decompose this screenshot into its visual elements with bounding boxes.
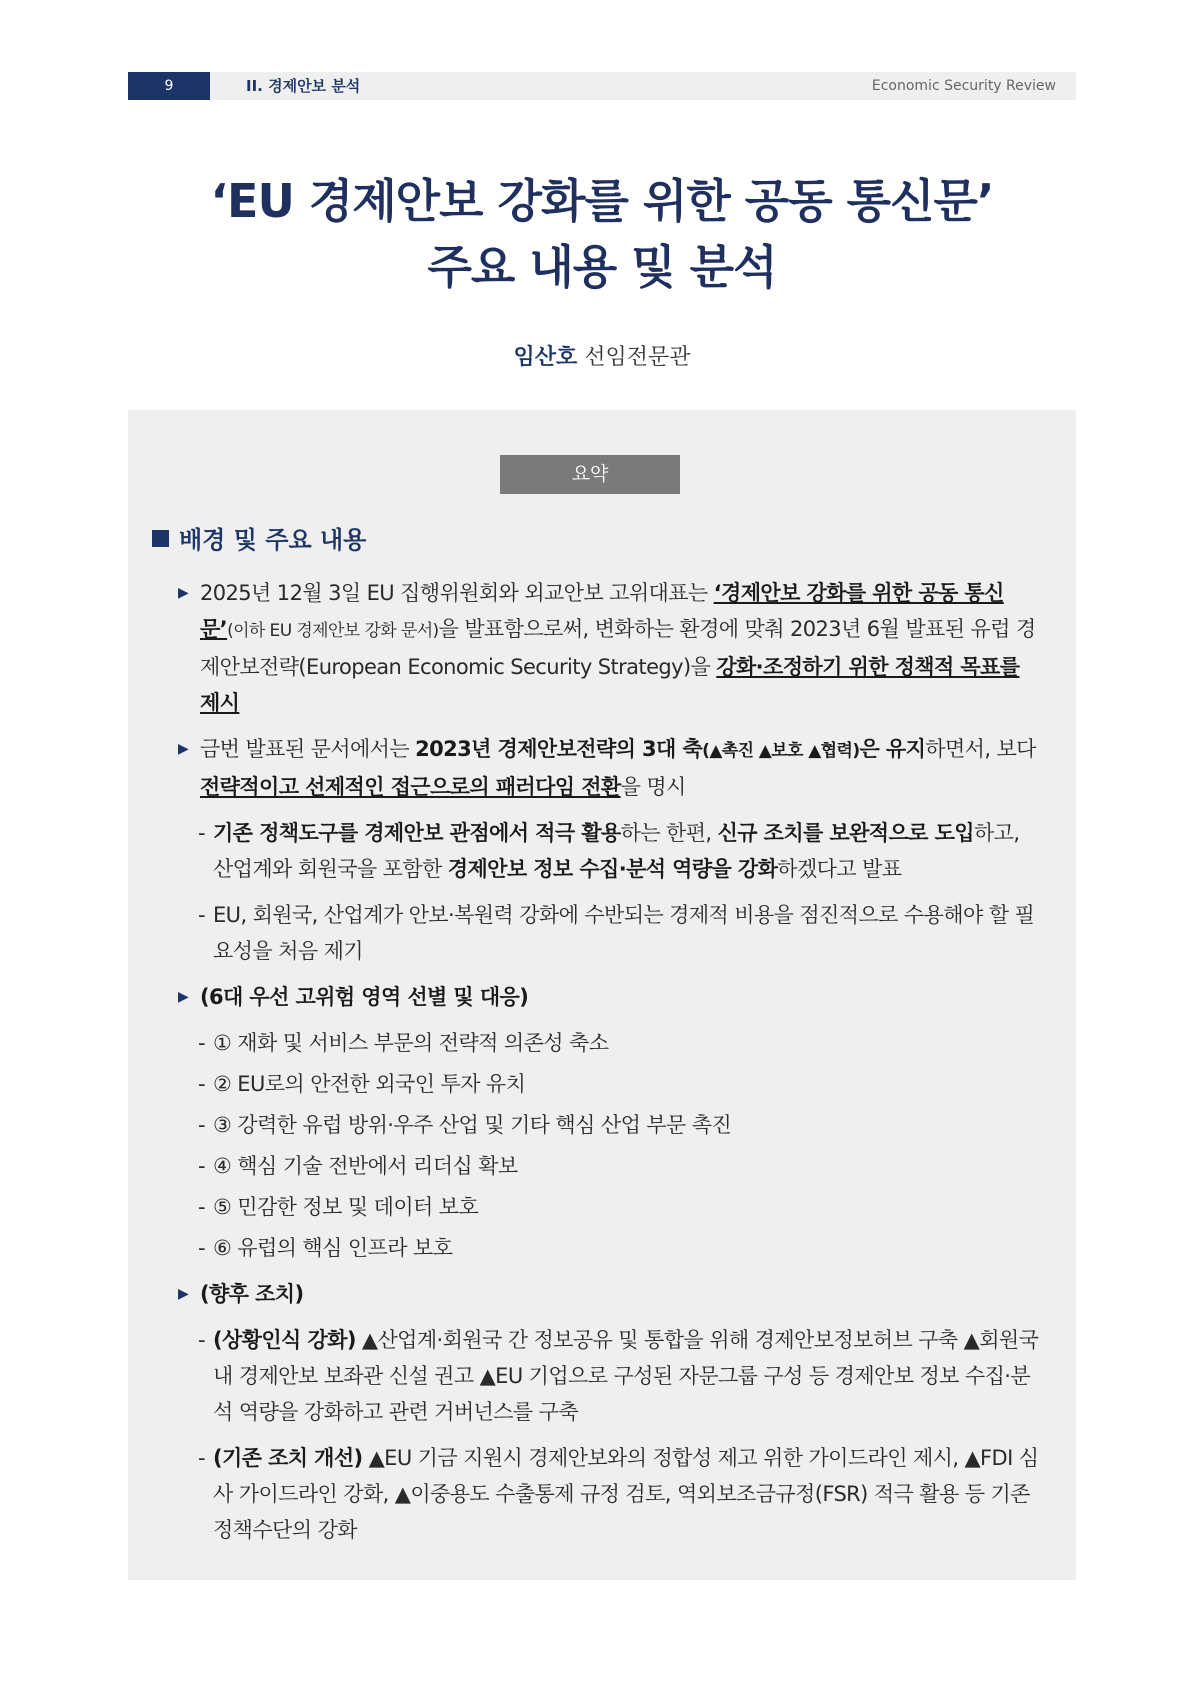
section-heading: 배경 및 주요 내용 xyxy=(152,520,366,555)
summary-content xyxy=(178,575,1043,1558)
section-name: II. 경제안보 분석 xyxy=(246,77,361,95)
title-line-1: ‘EU 경제안보 강화를 위한 공동 통신문’ xyxy=(210,174,994,228)
summary-label: 요약 xyxy=(500,455,680,494)
square-bullet-icon xyxy=(152,530,169,547)
risk-area-item: - ③ 강력한 유럽 방위·우주 산업 및 기타 핵심 산업 부문 촉진 xyxy=(198,1113,732,1137)
risk-area-item: - ④ 핵심 기술 전반에서 리더십 확보 xyxy=(198,1154,518,1178)
author-line xyxy=(128,340,1076,371)
summary-bullet-1: ▶ 2025년 12월 3일 EU 집행위원회와 외교안보 고위대표는 ‘경제안보 강화를 위한 공동 통신문’(이하 EU 경제안보 강화 문서)을 발표함으로써, 변화하는 환경에 맞춰 2023년 6월 발표된 유럽 경제안보전략(European Economic Security Strategy)을 강화·조정하기 위한 정책적 목표를 제시 xyxy=(178,575,1043,721)
summary-bullet-3: ▶ (6대 우선 고위험 영역 선별 및 대응) xyxy=(178,979,1043,1015)
journal-name: Economic Security Review xyxy=(871,78,1056,94)
article-title xyxy=(128,168,1076,300)
triangle-bullet-icon: ▶ xyxy=(178,989,189,1005)
summary-sub-item: - (기존 조치 개선) ▲EU 기금 지원시 경제안보와의 정합성 제고 위한 가이드라인 제시, ▲FDI 심사 가이드라인 강화, ▲이중용도 수출통제 규정 검토, 역외보조금규정(FSR) 적극 활용 등 기존 정책수단의 강화 xyxy=(198,1446,1039,1542)
running-header xyxy=(128,72,1076,100)
triangle-bullet-icon: ▶ xyxy=(178,1286,189,1302)
summary-sub-item: - 기존 정책도구를 경제안보 관점에서 적극 활용하는 한편, 신규 조치를 보완적으로 도입하고, 산업계와 회원국을 포함한 경제안보 정보 수집·분석 역량을 강화하겠다고 발표 xyxy=(198,821,1020,881)
summary-sub-item: - EU, 회원국, 산업계가 안보·복원력 강화에 수반되는 경제적 비용을 점진적으로 수용해야 할 필요성을 처음 제기 xyxy=(198,903,1035,963)
risk-area-item: - ⑥ 유럽의 핵심 인프라 보호 xyxy=(198,1236,453,1260)
page-number: 9 xyxy=(128,72,210,100)
title-line-2: 주요 내용 및 분석 xyxy=(427,240,777,294)
summary-bullet-4: ▶ (향후 조치) xyxy=(178,1276,1043,1312)
triangle-bullet-icon: ▶ xyxy=(178,585,189,601)
risk-area-item: - ① 재화 및 서비스 부문의 전략적 의존성 축소 xyxy=(198,1031,609,1055)
triangle-bullet-icon: ▶ xyxy=(178,741,189,757)
author-name: 임산호 xyxy=(513,345,578,370)
author-role: 선임전문관 xyxy=(584,345,691,370)
summary-box xyxy=(128,410,1076,1580)
summary-sub-item: - (상황인식 강화) ▲산업계·회원국 간 정보공유 및 통합을 위해 경제안보정보허브 구축 ▲회원국 내 경제안보 보좌관 신설 권고 ▲EU 기업으로 구성된 자문그룹 구성 등 경제안보 정보 수집·분석 역량을 강화하고 관련 거버넌스를 구축 xyxy=(198,1328,1039,1424)
risk-area-item: - ② EU로의 안전한 외국인 투자 유치 xyxy=(198,1072,526,1096)
risk-area-item: - ⑤ 민감한 정보 및 데이터 보호 xyxy=(198,1195,479,1219)
summary-bullet-2: ▶ 금번 발표된 문서에서는 2023년 경제안보전략의 3대 축(▲촉진 ▲보호 ▲협력)은 유지하면서, 보다 전략적이고 선제적인 접근으로의 패러다임 전환을 명시 xyxy=(178,731,1043,805)
